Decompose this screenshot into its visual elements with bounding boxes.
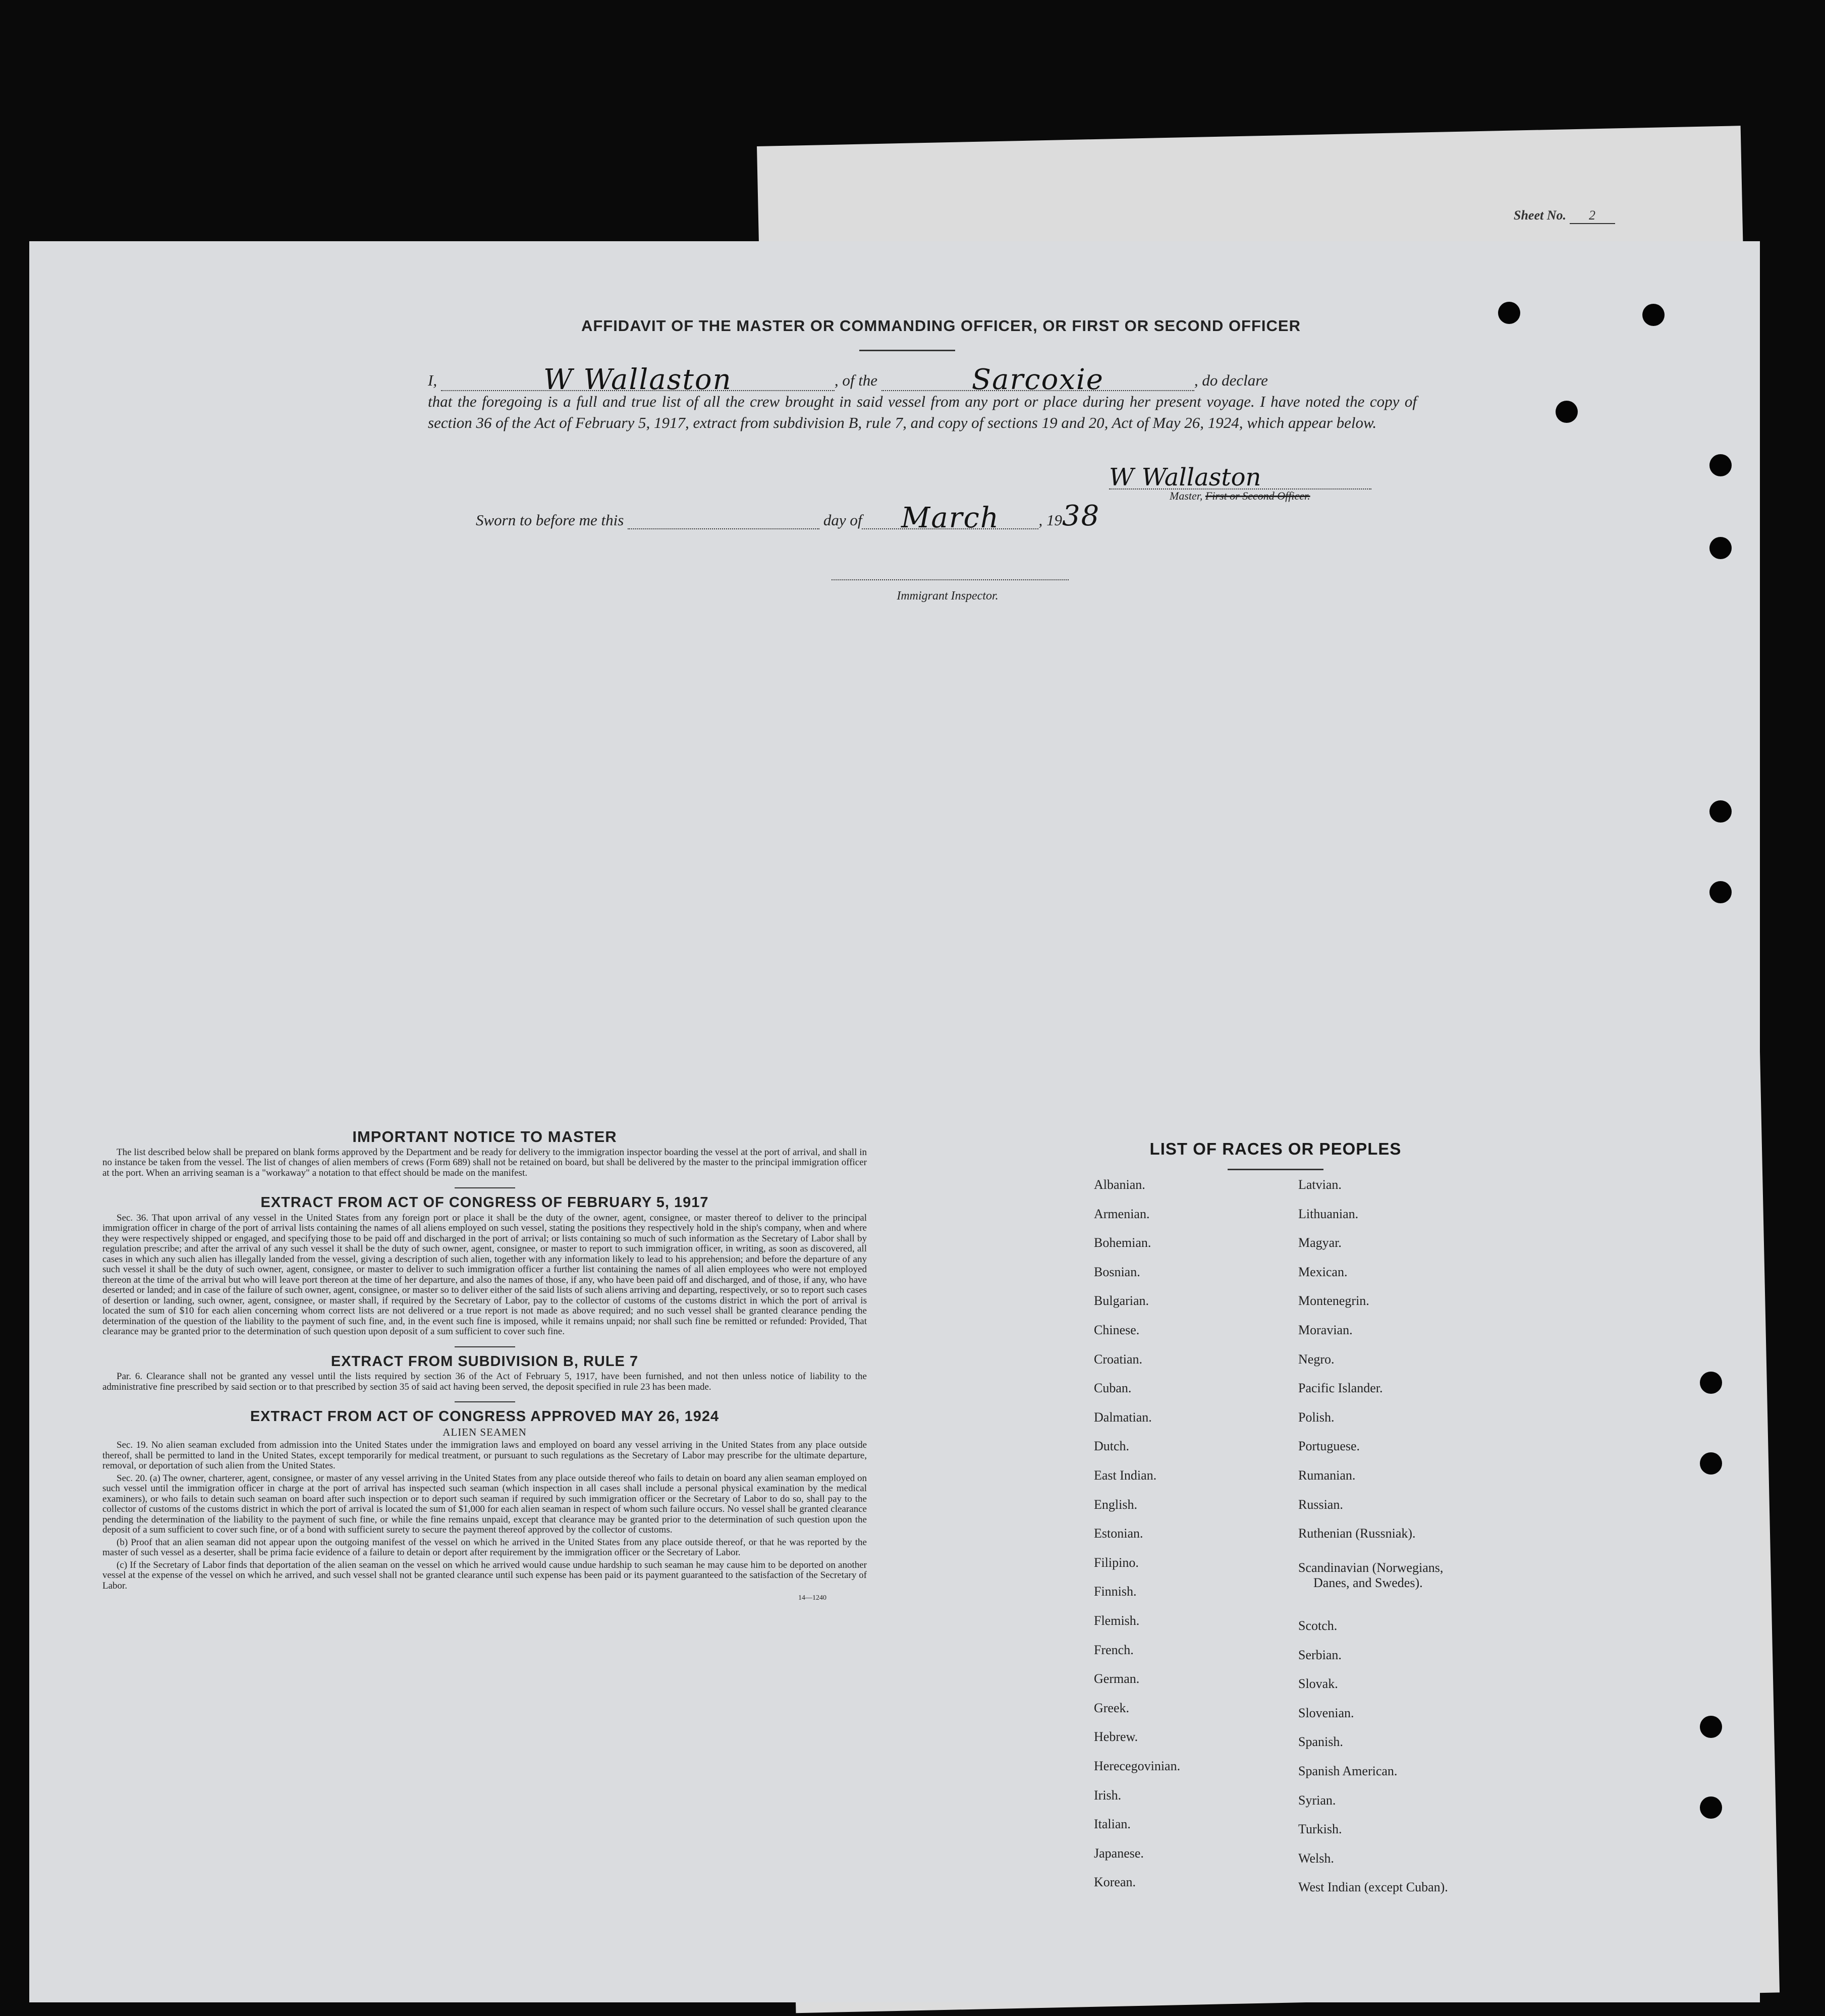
- affidavit-title: AFFIDAVIT OF THE MASTER OR COMMANDING OFFICER, OR FIRST OR SECOND OFFICER: [581, 317, 1301, 335]
- punch-hole: [1700, 1372, 1722, 1394]
- race-item: Slovak.: [1298, 1676, 1338, 1692]
- notice-section: [102, 1128, 867, 1604]
- race-item: East Indian.: [1094, 1468, 1157, 1483]
- race-item: Moravian.: [1298, 1323, 1353, 1337]
- struck-officer-label: First or Second Officer.: [1205, 489, 1310, 502]
- race-item: French.: [1094, 1642, 1134, 1657]
- master-signature-block: [1109, 463, 1371, 503]
- race-item: Armenian.: [1094, 1206, 1150, 1221]
- races-title: LIST OF RACES OR PEOPLES: [1149, 1139, 1402, 1158]
- race-item: Irish.: [1094, 1787, 1122, 1803]
- punch-hole: [1556, 401, 1578, 423]
- race-item: Filipino.: [1094, 1555, 1139, 1570]
- punch-hole: [1642, 304, 1665, 326]
- master-name-field[interactable]: [441, 363, 835, 396]
- day-of-label: day of: [823, 511, 862, 529]
- race-item: Estonian.: [1094, 1526, 1143, 1541]
- master-name-handwritten: W Wallaston: [543, 363, 732, 396]
- race-item: Croatian.: [1094, 1351, 1143, 1367]
- race-item: Scandinavian (Norwegians,: [1298, 1560, 1444, 1575]
- race-item: Syrian.: [1298, 1792, 1336, 1808]
- race-item: Serbian.: [1298, 1647, 1342, 1662]
- sec-20a-text: Sec. 20. (a) The owner, charterer, agent, consignee, or master of any vessel arriving in the United States from any place outside thereof who fails to detain on board any alien seaman employed on such vessel until the immigration officer in charge at the port of arrival has inspected such seaman (which inspection in all cases shall include a personal physical examination by the medical examiners), or who fails to detain such seaman on board after such inspection or to deport such seaman if required by such immigration officer or the Secretary of Labor to do so, shall pay to the collector of customs of the customs district in which the port of arrival is located the sum of $1,000 for each alien seaman in respect of whom such failure occurs. No vessel shall be granted clearance pending the determination of the liability to the payment of such fine, or while the fine remains unpaid, except that clearance may be granted prior to the determination of such question upon the deposit of a sum sufficient to cover such fine, or of a bond with sufficient surety to secure the payment thereof approved by the collector of customs.: [102, 1473, 867, 1535]
- of-the-label: , of the: [834, 371, 878, 389]
- title-rule: [859, 350, 955, 351]
- punch-hole: [1700, 1452, 1722, 1475]
- race-item: Latvian.: [1298, 1177, 1342, 1192]
- race-item: Russian.: [1298, 1497, 1343, 1512]
- sworn-line: [476, 500, 1100, 534]
- sheet-number-label: Sheet No.: [1514, 208, 1566, 223]
- sec-20c-text: (c) If the Secretary of Labor finds that deportation of the alien seaman on the vessel on which he arrived would cause undue hardship to such seaman he may cause him to be deported on another vessel at the expense of the vessel on which he arrived, and such vessel shall not be granted clearance until such expense has been paid or its payment guaranteed to the satisfaction of the Secretary of Labor.: [102, 1559, 867, 1591]
- race-item: Greek.: [1094, 1700, 1130, 1715]
- race-item: Flemish.: [1094, 1613, 1140, 1628]
- race-item: Finnish.: [1094, 1584, 1137, 1599]
- race-item: Portuguese.: [1298, 1439, 1360, 1454]
- extract-rule7-title: EXTRACT FROM SUBDIVISION B, RULE 7: [330, 1353, 639, 1370]
- race-item: Ruthenian (Russniak).: [1298, 1526, 1416, 1541]
- year-handwritten: 38: [1062, 500, 1100, 532]
- sworn-month-field[interactable]: [862, 502, 1038, 534]
- race-item: Polish.: [1298, 1409, 1335, 1425]
- do-declare-label: , do declare: [1194, 371, 1268, 389]
- race-item: Cuban.: [1094, 1381, 1132, 1396]
- notice-text: The list described below shall be prepared on blank forms approved by the Department and be ready for delivery to the immigration inspector boarding the vessel at the port of arrival, and shall in no instance be taken from the vessel. The list of changes of alien members of crews (Form 689) shall not be retained on board, but shall be delivered by the master to the principal immigration officer at the port. When an arriving seaman is a "workaway" a notation to that effect should be made on the manifest.: [102, 1147, 867, 1178]
- sec-20b-text: (b) Proof that an alien seaman did not appear upon the outgoing manifest of the vessel on which he arrived in the United States from any place outside thereof, or that he was reported by the master of such vessel as a deserter, shall be prima facie evidence of a failure to detain or deport after requirement by the immigration officer or the Secretary of Labor.: [102, 1537, 867, 1558]
- race-item: Herecegovinian.: [1094, 1759, 1181, 1773]
- punch-hole: [1709, 537, 1732, 559]
- race-item: Turkish.: [1298, 1822, 1342, 1837]
- race-item: Pacific Islander.: [1298, 1381, 1383, 1396]
- sworn-day-field[interactable]: [628, 508, 819, 529]
- race-item: Bohemian.: [1094, 1235, 1151, 1250]
- extract-rule7-text: Par. 6. Clearance shall not be granted any vessel until the lists required by section 36 of the Act of February 5, 1917, have been furnished, and not then unless notice of liability to the administrative fine prescribed by said section or to that prescribed by section 35 of said act having been served, the deposit specified in rule 23 has been made.: [102, 1371, 867, 1392]
- race-item: Lithuanian.: [1298, 1206, 1359, 1221]
- inspector-signature-line[interactable]: [832, 579, 1069, 580]
- section-divider: [455, 1187, 515, 1188]
- punch-hole: [1498, 302, 1520, 324]
- extract-1924-title: EXTRACT FROM ACT OF CONGRESS APPROVED MAY 26, 1924: [250, 1408, 720, 1425]
- race-item: Negro.: [1298, 1351, 1335, 1367]
- punch-hole: [1700, 1796, 1722, 1819]
- race-item: Albanian.: [1094, 1177, 1145, 1192]
- master-label: Master,: [1170, 489, 1203, 502]
- inspector-label: Immigrant Inspector.: [897, 589, 999, 603]
- race-item: Dalmatian.: [1094, 1409, 1152, 1425]
- sec-19-text: Sec. 19. No alien seaman excluded from admission into the United States under the immigration laws and employed on board any vessel arriving in the United States from any place outside thereof, shall be permitted to land in the United States, except temporarily for medical treatment, or pursuant to such regulations as the Secretary of Labor may prescribe for the ultimate departure, removal, or deportation of such alien from the United States.: [102, 1440, 867, 1471]
- vessel-name-field[interactable]: [881, 363, 1194, 396]
- sheet-number-value: 2: [1570, 208, 1615, 224]
- alien-seamen-subtitle: ALIEN SEAMEN: [443, 1426, 527, 1438]
- race-item: Japanese.: [1094, 1845, 1144, 1861]
- sworn-label: Sworn to before me this: [476, 511, 624, 529]
- notice-title: IMPORTANT NOTICE TO MASTER: [352, 1128, 617, 1146]
- year-prefix: , 19: [1038, 511, 1062, 529]
- form-number: 14—1240: [798, 1594, 826, 1602]
- race-item: German.: [1094, 1671, 1140, 1686]
- race-item: Welsh.: [1298, 1850, 1334, 1866]
- race-item: Bulgarian.: [1094, 1293, 1149, 1309]
- punch-hole: [1709, 454, 1732, 476]
- race-item: Korean.: [1094, 1875, 1136, 1890]
- race-item: Dutch.: [1094, 1439, 1130, 1454]
- affidavit-statement: [428, 363, 1417, 433]
- race-item: Mexican.: [1298, 1264, 1348, 1279]
- race-item: West Indian (except Cuban).: [1298, 1880, 1448, 1895]
- race-item: Hebrew.: [1094, 1729, 1138, 1745]
- race-item: English.: [1094, 1497, 1137, 1512]
- race-item: Spanish American.: [1298, 1764, 1398, 1778]
- race-item: Montenegrin.: [1298, 1293, 1369, 1309]
- punch-hole: [1700, 1716, 1722, 1738]
- extract-1917-title: EXTRACT FROM ACT OF CONGRESS OF FEBRUARY 5, 1917: [260, 1194, 709, 1211]
- month-handwritten: March: [901, 502, 1000, 534]
- race-item: Chinese.: [1094, 1323, 1140, 1337]
- race-item: Magyar.: [1298, 1235, 1342, 1250]
- race-item: Danes, and Swedes).: [1313, 1575, 1423, 1590]
- race-item: Slovenian.: [1298, 1705, 1354, 1720]
- affidavit-body-text: that the foregoing is a full and true list of all the crew brought in said vessel from any port or place during her present voyage. I have noted the copy of section 36 of the Act of February 5, 1917, extract from subdivision B, rule 7, and copy of sections 19 and 20, Act of May 26, 1924, which appear below.: [428, 393, 1417, 431]
- sheet-number: [1514, 208, 1615, 224]
- punch-hole: [1709, 881, 1732, 903]
- affidavit-page: [29, 241, 1760, 2002]
- race-item: Rumanian.: [1298, 1468, 1356, 1483]
- section-divider: [455, 1346, 515, 1347]
- race-item: Bosnian.: [1094, 1264, 1140, 1279]
- race-item: Scotch.: [1298, 1618, 1338, 1633]
- vessel-name-handwritten: Sarcoxie: [971, 363, 1104, 396]
- extract-1917-text: Sec. 36. That upon arrival of any vessel in the United States from any foreign port or place it shall be the duty of the owner, agent, consignee, or master thereof to deliver to the principal immigration officer in charge of the port of arrival lists containing the names of all aliens employed on such vessel, stating the positions they respectively hold in the ship's company, when and where they were respectively shipped or engaged, and specifying those to be paid off and discharged in the port of arrival; or lists containing so much of such information as the Secretary of Labor shall by regulation prescribe; and after the arrival of any such vessel it shall be the duty of such owner, agent, consignee, or master to report to such immigration officer, in writing, as soon as discovered, all cases in which any such alien has illegally landed from the vessel, giving a description of such alien, together with any information likely to lead to his apprehension; and before the departure of any such vessel it shall be the duty of such owner, agent, consignee, or master to deliver to such immigration officer a further list containing the names of all alien employees who were not employed thereon at the time of the arrival but who will leave port thereon at the time of her departure, and also the names of those, if any, who have been paid off and discharged, and of those, if any, who have deserted or landed; and in case of the failure of such owner, agent, consignee, or master so to deliver either of the said lists of such aliens arriving and departing, respectively, or so to report such cases of desertion or landing, such owner, agent, consignee, or master shall, if required by the Secretary of Labor, pay to the collector of customs of the customs district in which the port of arrival is located the sum of $10 for each alien concerning whom correct lists are not delivered or a true report is not made as above required; and no such vessel shall be granted clearance pending the determination of the question of the liability to the payment of such fine, and, in the event such fine is imposed, while it remains unpaid; nor shall such fine be remitted or refunded: Provided, That clearance may be granted prior to the determination of such question upon deposit of a sum sufficient to cover such fine.: [102, 1212, 867, 1337]
- races-title-rule: [1228, 1169, 1323, 1170]
- i-label: I,: [428, 371, 437, 389]
- master-signature: W Wallaston: [1109, 463, 1261, 492]
- race-item: Italian.: [1094, 1817, 1131, 1832]
- section-divider: [455, 1401, 515, 1402]
- races-section: [1069, 1139, 1482, 1895]
- punch-hole: [1709, 800, 1732, 823]
- race-item: Spanish.: [1298, 1734, 1343, 1750]
